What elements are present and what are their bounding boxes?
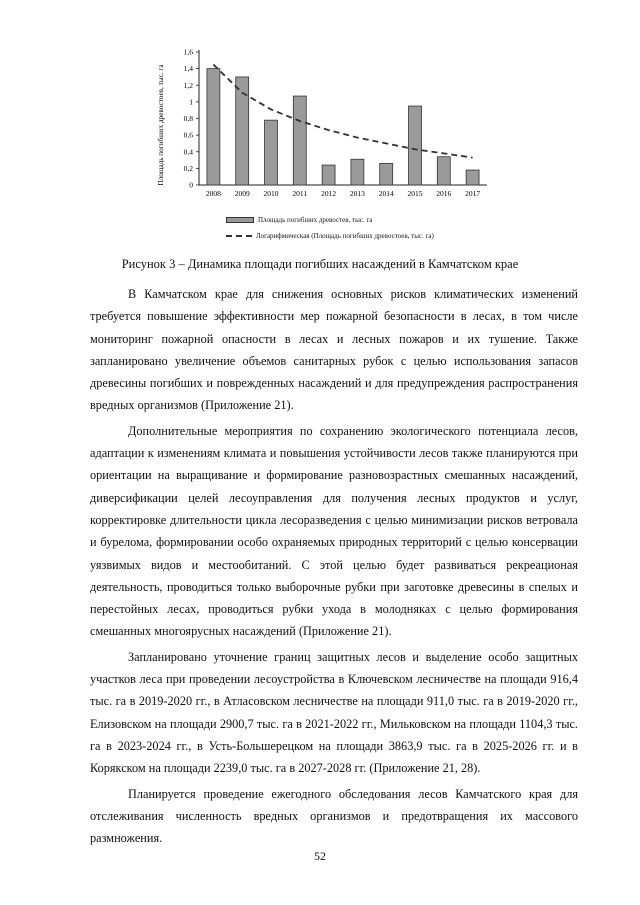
- bar-2014: [380, 163, 393, 185]
- x-tick-label: 2016: [436, 189, 452, 198]
- paragraph: Дополнительные мероприятия по сохранению экологического потенциала лесов, адаптации к изменениям климата и повышения устойчивости лесов также планируются при ориентации на выращивание и формирование разновозрастных смешанных насаждений, диверсификации целей лесоуправления для получения лесных продуктов и услуг, корректировке длительности цикла лесоразведения с целью минимизации рисков ветровала и бурелома, формировании особо охраняемых природных территорий с целью консервации уязвимых видов и местообитаний. С этой целью будет развиваться рекреационая деятельность, проводиться только выборочные рубки при заготовке древесины в спелых и перестойных лесах, проводиться рубки ухода в молодняках с целью формирования смешанных многоярусных насаждений (Приложение 21).: [90, 423, 578, 639]
- y-tick-label: 0,2: [183, 163, 193, 173]
- x-tick-label: 2009: [234, 189, 250, 198]
- x-tick-label: 2008: [205, 189, 221, 198]
- bar-2011: [293, 96, 306, 185]
- x-tick-label: 2014: [378, 189, 394, 198]
- bar-2008: [207, 69, 220, 185]
- legend-label-trendline: Логарифмическая (Площадь погибших древостоев, тыс. га): [256, 232, 434, 240]
- legend-label-bars: Площадь погибших древостев, тыс. га: [258, 216, 373, 224]
- x-tick-label: 2011: [292, 189, 308, 198]
- y-tick-label: 1: [189, 97, 193, 107]
- chart-trendline: [213, 65, 472, 158]
- y-tick-label: 0: [189, 180, 193, 190]
- logarithmic-trendline: [213, 65, 472, 158]
- paragraph: В Камчатском крае для снижения основных рисков климатических изменений требуется повышение эффективности мер пожарной безопасности в лесах, в том числе мониторинг пожарной опасности в лесах и лесных пожаров и их тушение. Также запланировано увеличение объемов санитарных рубок с целью использования запасов древесины погибших и поврежденных насаждений и для предупреждения распространения вредных организмов (Приложение 21).: [90, 287, 578, 413]
- legend-swatch-dashed-line: [226, 235, 252, 237]
- x-tick-label: 2012: [321, 189, 337, 198]
- paragraph: Запланировано уточнение границ защитных лесов и выделение особо защитных участков леса при проведении лесоустройства в Ключевском лесничестве на площади 916,4 тыс. га в 2019-2020 гг., в Атласовском лесничестве на площади 911,0 тыс. га в 2019-2020 гг., Елизовском на площади 2900,7 тыс. га в 2021-2022 гг., Мильковском на площади 1104,3 тыс. га в 2023-2024 гг., в Усть-Большерецком на площади 3863,9 тыс. га в 2025-2026 гг. и в Корякском на площади 2239,0 тыс. га в 2027-2028 гг. (Приложение 21, 28).: [90, 649, 578, 776]
- chart-bars: [207, 69, 479, 185]
- paragraph: Планируется проведение ежегодного обследования лесов Камчатского края для отслеживания численность вредных организмов и предотвращения их массового размножения.: [90, 786, 578, 846]
- bar-2016: [437, 157, 450, 185]
- y-tick-label: 1,4: [183, 64, 193, 74]
- y-tick-label: 1,2: [183, 80, 193, 90]
- bar-2015: [409, 106, 422, 185]
- bar-2017: [466, 170, 479, 185]
- bar-2013: [351, 159, 364, 185]
- y-tick-label: 0,8: [183, 114, 193, 123]
- y-axis-label: Площадь погибших древостоев, тыс. га: [157, 64, 165, 186]
- legend-item-bars: [226, 216, 372, 224]
- y-tick-label: 0,4: [183, 147, 193, 157]
- legend-item-trendline: [226, 232, 434, 240]
- legend-swatch-bar: [226, 217, 254, 223]
- x-tick-label: 2010: [263, 189, 279, 198]
- body-text: [90, 283, 578, 852]
- bar-2012: [322, 165, 335, 185]
- y-tick-label: 0,6: [183, 130, 193, 140]
- bar-2010: [265, 120, 278, 185]
- chart-figure: [150, 40, 510, 255]
- figure-caption: Рисунок 3 – Динамика площади погибших насаждений в Камчатском крае: [121, 257, 519, 271]
- x-tick-label: 2015: [407, 189, 423, 198]
- x-tick-label: 2017: [465, 189, 481, 198]
- page-number: 52: [314, 849, 326, 863]
- x-tick-label: 2013: [349, 189, 365, 198]
- y-tick-label: 1,6: [183, 47, 193, 57]
